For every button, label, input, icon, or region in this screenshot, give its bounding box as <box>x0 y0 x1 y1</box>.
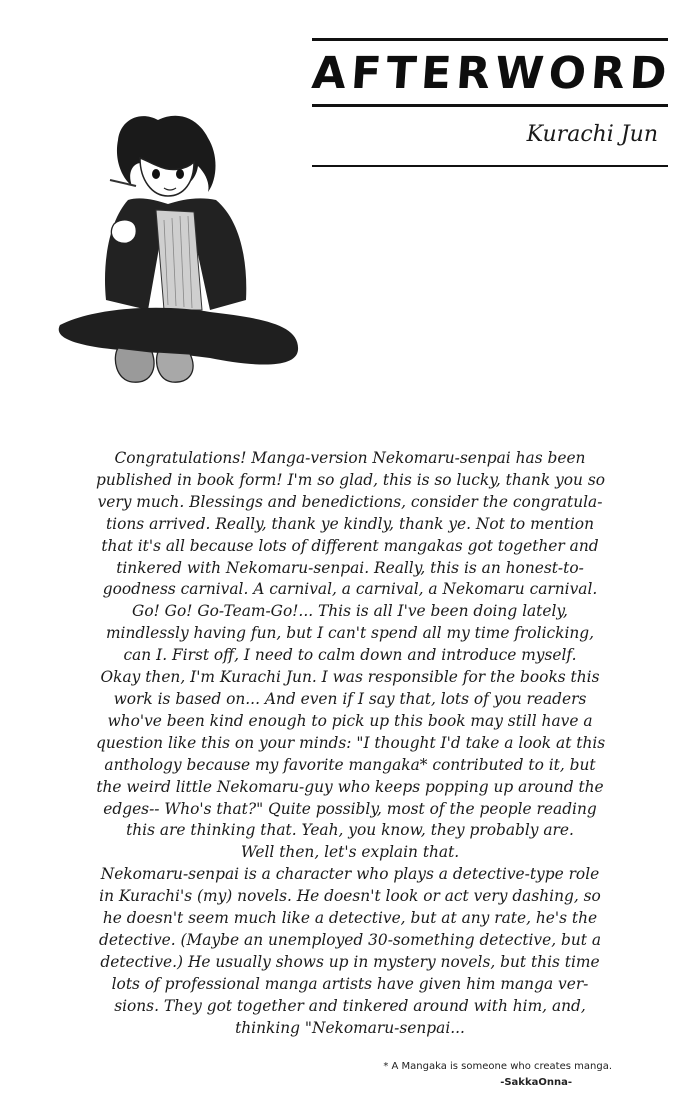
header-rule-bottom <box>312 165 668 167</box>
body-line: very much. Blessings and benedictions, consider the congratula- <box>97 492 603 511</box>
body-line: published in book form! I'm so glad, this is so lucky, thank you so <box>96 470 606 489</box>
author-illustration <box>40 100 310 390</box>
page-title: AFTERWORD <box>310 48 674 99</box>
body-line: he doesn't seem much like a detective, but at any rate, he's the <box>102 909 598 928</box>
body-line: Go! Go! Go-Team-Go!... This is all I've been doing lately, <box>132 602 568 621</box>
body-line: mindlessly having fun, but I can't spend all my time frolicking, <box>105 624 595 643</box>
body-line: can I. First off, I need to calm down and introduce myself. <box>123 646 577 665</box>
body-line: anthology because my favorite mangaka* contributed to it, but <box>104 755 596 774</box>
body-line: Nekomaru-senpai is a character who plays a detective-type role <box>100 865 600 884</box>
scanlator-credit: -SakkaOnna- <box>500 1077 572 1088</box>
body-line: this are thinking that. Yeah, you know, they probably are. <box>126 821 574 840</box>
author-name: Kurachi Jun <box>526 122 658 147</box>
body-line: edges-- Who's that?" Quite possibly, most of the people reading <box>103 799 597 818</box>
body-line: the weird little Nekomaru-guy who keeps popping up around the <box>96 777 604 796</box>
footnote: * A Mangaka is someone who creates manga. <box>383 1061 612 1072</box>
body-line: who've been kind enough to pick up this book may still have a <box>107 711 593 730</box>
body-line: tions arrived. Really, thank ye kindly, thank ye. Not to mention <box>106 514 594 533</box>
body-line: that it's all because lots of different mangakas got together and <box>101 536 599 555</box>
body-line: Congratulations! Manga-version Nekomaru-senpai has been <box>114 449 586 467</box>
body-line: detective. (Maybe an unemployed 30-something detective, but a <box>98 930 602 949</box>
body-line: Okay then, I'm Kurachi Jun. I was responsible for the books this <box>100 668 600 687</box>
body-line: goodness carnival. A carnival, a carnival, a Nekomaru carnival. <box>102 580 598 599</box>
body-line: lots of professional manga artists have given him manga ver- <box>111 974 589 993</box>
body-line: question like this on your minds: "I thought I'd take a look at this <box>96 733 606 752</box>
body-line: in Kurachi's (my) novels. He doesn't look or act very dashing, so <box>99 887 601 906</box>
afterword-body <box>96 448 604 1039</box>
body-line: detective.) He usually shows up in mystery novels, but this time <box>100 952 600 971</box>
header-rule-middle <box>312 104 668 107</box>
body-line: Well then, let's explain that. <box>240 843 460 862</box>
body-line: work is based on... And even if I say that, lots of you readers <box>113 689 587 708</box>
header-rule-top <box>312 38 668 41</box>
body-line: thinking "Nekomaru-senpai... <box>235 1018 465 1037</box>
body-line: tinkered with Nekomaru-senpai. Really, this is an honest-to- <box>116 558 584 577</box>
body-line: sions. They got together and tinkered around with him, and, <box>114 996 586 1015</box>
